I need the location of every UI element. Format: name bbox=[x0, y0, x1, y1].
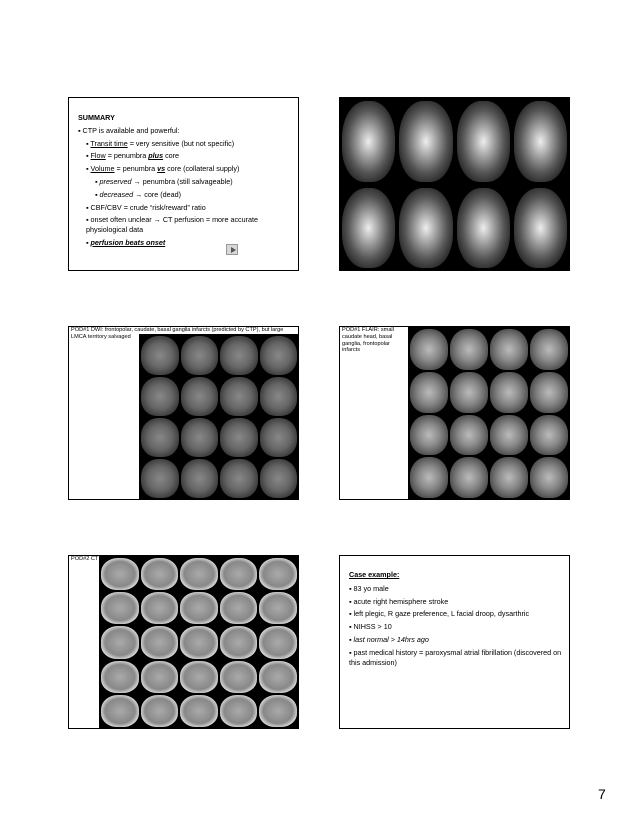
brain-scan-image bbox=[450, 415, 488, 456]
summary-list bbox=[78, 126, 293, 248]
case-item bbox=[349, 648, 564, 668]
slide-perfusion-images bbox=[339, 97, 570, 271]
bullet-icon: ▪ bbox=[86, 151, 91, 161]
ct-image-grid bbox=[101, 558, 297, 727]
brain-scan-image bbox=[259, 558, 297, 590]
brain-scan-image bbox=[259, 592, 297, 624]
brain-scan-image bbox=[141, 459, 179, 498]
case-text: past medical history = paroxysmal atrial fibrillation (discovered on this admission) bbox=[349, 647, 562, 667]
summary-item bbox=[78, 215, 293, 235]
brain-scan-image bbox=[260, 418, 298, 457]
bullet-icon: ▪ bbox=[95, 189, 100, 199]
brain-scan-image bbox=[101, 695, 139, 727]
bullet-icon: ▪ bbox=[349, 647, 354, 657]
summary-item bbox=[78, 126, 293, 136]
brain-scan-image bbox=[490, 415, 528, 456]
dwi-caption: POD#1 DWI: frontopolar, caudate, basal ganglia infarcts (predicted by CTP), but large LMCA territory salvaged bbox=[71, 327, 284, 340]
slide-dwi bbox=[68, 326, 299, 500]
brain-scan-image bbox=[141, 418, 179, 457]
brain-scan-image bbox=[399, 188, 452, 269]
bullet-icon: ▪ bbox=[86, 215, 91, 225]
summary-item bbox=[78, 139, 293, 149]
brain-scan-image bbox=[490, 329, 528, 370]
brain-scan-image bbox=[260, 459, 298, 498]
brain-scan-image bbox=[220, 695, 258, 727]
summary-text: = very sensitive (but not specific) bbox=[127, 138, 235, 148]
case-text: last normal > 14hrs ago bbox=[353, 634, 429, 644]
brain-scan-image bbox=[181, 459, 219, 498]
brain-scan-image bbox=[141, 336, 179, 375]
brain-scan-image bbox=[220, 418, 258, 457]
case-body bbox=[349, 570, 564, 670]
brain-scan-image bbox=[259, 695, 297, 727]
summary-body bbox=[78, 113, 293, 251]
case-text: 83 yo male bbox=[353, 583, 389, 593]
brain-scan-image bbox=[141, 558, 179, 590]
perfusion-image-grid bbox=[342, 101, 567, 268]
slide-ct bbox=[68, 555, 299, 729]
brain-scan-image bbox=[399, 101, 452, 182]
brain-scan-image bbox=[450, 372, 488, 413]
bullet-icon: ▪ bbox=[86, 237, 91, 247]
summary-text: vs bbox=[157, 164, 166, 174]
summary-text: decreased bbox=[99, 189, 134, 199]
brain-scan-image bbox=[141, 626, 179, 658]
case-title: Case example: bbox=[349, 570, 400, 579]
case-item bbox=[349, 622, 564, 632]
brain-scan-image bbox=[180, 695, 218, 727]
summary-item bbox=[78, 177, 293, 187]
brain-scan-image bbox=[220, 592, 258, 624]
summary-text: Flow bbox=[90, 151, 106, 161]
brain-scan-image bbox=[530, 329, 568, 370]
summary-title: SUMMARY bbox=[78, 113, 115, 122]
brain-scan-image bbox=[181, 377, 219, 416]
brain-scan-image bbox=[450, 329, 488, 370]
case-item bbox=[349, 584, 564, 594]
case-item bbox=[349, 635, 564, 645]
brain-scan-image bbox=[220, 459, 258, 498]
bullet-icon: ▪ bbox=[86, 202, 91, 212]
summary-item bbox=[78, 238, 293, 248]
brain-scan-image bbox=[101, 592, 139, 624]
play-icon[interactable] bbox=[226, 244, 238, 255]
summary-text: → penumbra (still salvageable) bbox=[131, 176, 233, 186]
slide-flair bbox=[339, 326, 570, 500]
bullet-icon: ▪ bbox=[349, 622, 354, 632]
flair-caption: POD#1 FLAIR: small caudate head, basal ganglia, frontopolar infarcts bbox=[342, 327, 394, 354]
brain-scan-image bbox=[260, 336, 298, 375]
slide-case-example bbox=[339, 555, 570, 729]
summary-text: onset often unclear → CT perfusion = more accurate physiological data bbox=[86, 215, 259, 235]
brain-scan-image bbox=[410, 415, 448, 456]
brain-scan-image bbox=[490, 457, 528, 498]
case-item bbox=[349, 597, 564, 607]
ct-caption: POD#2 CT bbox=[71, 556, 99, 562]
summary-text: = penumbra bbox=[114, 164, 158, 174]
brain-scan-image bbox=[260, 377, 298, 416]
brain-scan-image bbox=[342, 101, 395, 182]
case-item bbox=[349, 609, 564, 619]
ct-image-panel bbox=[99, 556, 299, 729]
brain-scan-image bbox=[141, 695, 179, 727]
brain-scan-image bbox=[220, 661, 258, 693]
summary-text: CBF/CBV = crude “risk/reward” ratio bbox=[90, 202, 206, 212]
brain-scan-image bbox=[141, 377, 179, 416]
summary-item bbox=[78, 151, 293, 161]
bullet-icon: ▪ bbox=[349, 634, 354, 644]
summary-text: plus bbox=[148, 151, 164, 161]
brain-scan-image bbox=[514, 101, 567, 182]
summary-text: → core (dead) bbox=[133, 189, 182, 199]
brain-scan-image bbox=[220, 558, 258, 590]
summary-text: CTP is available and powerful: bbox=[82, 125, 180, 135]
brain-scan-image bbox=[530, 415, 568, 456]
brain-scan-image bbox=[450, 457, 488, 498]
dwi-image-grid bbox=[141, 336, 297, 498]
summary-item bbox=[78, 164, 293, 174]
brain-scan-image bbox=[101, 661, 139, 693]
brain-scan-image bbox=[259, 661, 297, 693]
summary-text: core bbox=[163, 151, 180, 161]
case-text: NIHSS > 10 bbox=[353, 622, 392, 632]
brain-scan-image bbox=[180, 592, 218, 624]
bullet-icon: ▪ bbox=[349, 583, 354, 593]
case-text: left plegic, R gaze preference, L facial droop, dysarthric bbox=[353, 609, 530, 619]
brain-scan-image bbox=[220, 336, 258, 375]
brain-scan-image bbox=[180, 626, 218, 658]
brain-scan-image bbox=[514, 188, 567, 269]
bullet-icon: ▪ bbox=[349, 609, 354, 619]
brain-scan-image bbox=[342, 188, 395, 269]
flair-image-grid bbox=[410, 329, 568, 498]
flair-image-panel bbox=[408, 327, 570, 500]
bullet-icon: ▪ bbox=[95, 176, 100, 186]
brain-scan-image bbox=[410, 372, 448, 413]
summary-item bbox=[78, 190, 293, 200]
bullet-icon: ▪ bbox=[86, 164, 91, 174]
brain-scan-image bbox=[220, 626, 258, 658]
brain-scan-image bbox=[530, 372, 568, 413]
brain-scan-image bbox=[259, 626, 297, 658]
summary-text: perfusion beats onset bbox=[90, 237, 166, 247]
page-number: 7 bbox=[598, 786, 606, 802]
summary-text: core (collateral supply) bbox=[165, 164, 240, 174]
brain-scan-image bbox=[141, 592, 179, 624]
summary-text: preserved bbox=[99, 176, 132, 186]
brain-scan-image bbox=[180, 661, 218, 693]
brain-scan-image bbox=[457, 188, 510, 269]
brain-scan-image bbox=[220, 377, 258, 416]
brain-scan-image bbox=[141, 661, 179, 693]
case-text: acute right hemisphere stroke bbox=[353, 596, 449, 606]
brain-scan-image bbox=[101, 626, 139, 658]
brain-scan-image bbox=[181, 336, 219, 375]
brain-scan-image bbox=[410, 457, 448, 498]
brain-scan-image bbox=[410, 329, 448, 370]
summary-text: Transit time bbox=[90, 138, 128, 148]
brain-scan-image bbox=[457, 101, 510, 182]
case-list bbox=[349, 584, 564, 668]
slide-summary bbox=[68, 97, 299, 271]
brain-scan-image bbox=[530, 457, 568, 498]
bullet-icon: ▪ bbox=[78, 125, 83, 135]
brain-scan-image bbox=[101, 558, 139, 590]
summary-text: Volume bbox=[90, 164, 115, 174]
brain-scan-image bbox=[180, 558, 218, 590]
bullet-icon: ▪ bbox=[349, 596, 354, 606]
summary-item bbox=[78, 203, 293, 213]
brain-scan-image bbox=[181, 418, 219, 457]
summary-text: = penumbra bbox=[105, 151, 149, 161]
bullet-icon: ▪ bbox=[86, 138, 91, 148]
dwi-image-panel bbox=[139, 334, 299, 500]
brain-scan-image bbox=[490, 372, 528, 413]
